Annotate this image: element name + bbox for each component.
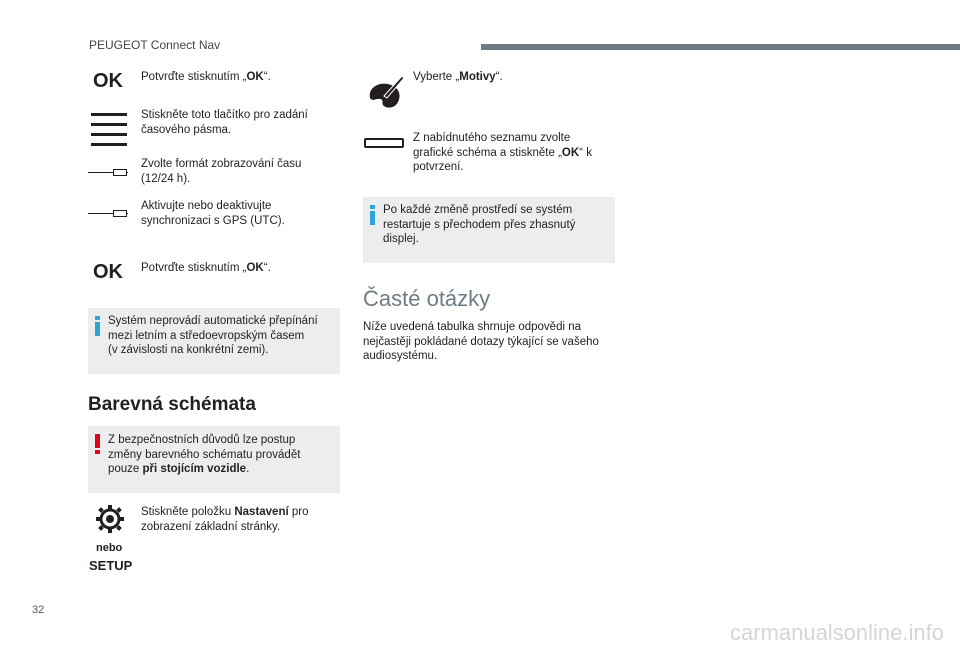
gear-icon	[95, 504, 125, 534]
warning-box	[88, 426, 340, 493]
slider-icon	[88, 168, 130, 177]
warning-text: Z bezpečnostních důvodů lze postup změny barevného schématu provádět pouze při stojícím vozidle.	[108, 434, 301, 475]
info-text: Po každé změně prostředí se systém restartuje s přechodem přes zhasnutý displej.	[383, 204, 576, 245]
info-box	[363, 197, 615, 263]
info-icon	[368, 205, 378, 225]
step-confirm-ok-text: Potvrďte stisknutím „OK“.	[141, 262, 271, 274]
section-title-color-schemes: Barevná schémata	[88, 394, 256, 415]
palette-icon	[364, 72, 406, 114]
step-choose-scheme-text: Z nabídnutého seznamu zvolte grafické schéma a stiskněte „OK“ k potvrzení.	[413, 132, 592, 173]
section-title-faq: Časté otázky	[363, 286, 491, 311]
page-number: 32	[32, 604, 45, 616]
ok-icon: OK	[93, 261, 123, 283]
watermark: carmanualsonline.info	[729, 620, 944, 645]
slider-icon	[88, 209, 130, 218]
menu-icon	[91, 113, 127, 153]
step-timezone-text: Stiskněte toto tlačítko pro zadání časového pásma.	[141, 109, 308, 136]
info-box	[88, 308, 340, 374]
step-gps-sync-text: Aktivujte nebo deaktivujte synchronizaci s GPS (UTC).	[141, 200, 285, 227]
warning-icon	[93, 434, 103, 454]
header-bar	[481, 44, 960, 50]
faq-intro-text: Níže uvedená tabulka shrnuje odpovědi na nejčastěji pokládané dotazy týkající se vašeho audiosystému.	[363, 321, 599, 362]
info-text: Systém neprovádí automatické přepínání mezi letním a středoevropským časem (v závislosti na konkrétní zemi).	[108, 315, 318, 356]
step-time-format-text: Zvolte formát zobrazování času (12/24 h).	[141, 158, 302, 185]
info-icon	[93, 316, 103, 336]
step-settings-text: Stiskněte položku Nastavení pro zobrazení základní stránky.	[141, 506, 309, 533]
or-label: nebo	[96, 542, 123, 554]
list-select-bar-icon	[364, 138, 404, 148]
document-header-title: PEUGEOT Connect Nav	[89, 38, 221, 52]
step-select-themes-text: Vyberte „Motivy“.	[413, 71, 503, 83]
ok-icon: OK	[93, 70, 123, 92]
setup-label: SETUP	[89, 558, 133, 573]
step-confirm-ok-text: Potvrďte stisknutím „OK“.	[141, 71, 271, 83]
